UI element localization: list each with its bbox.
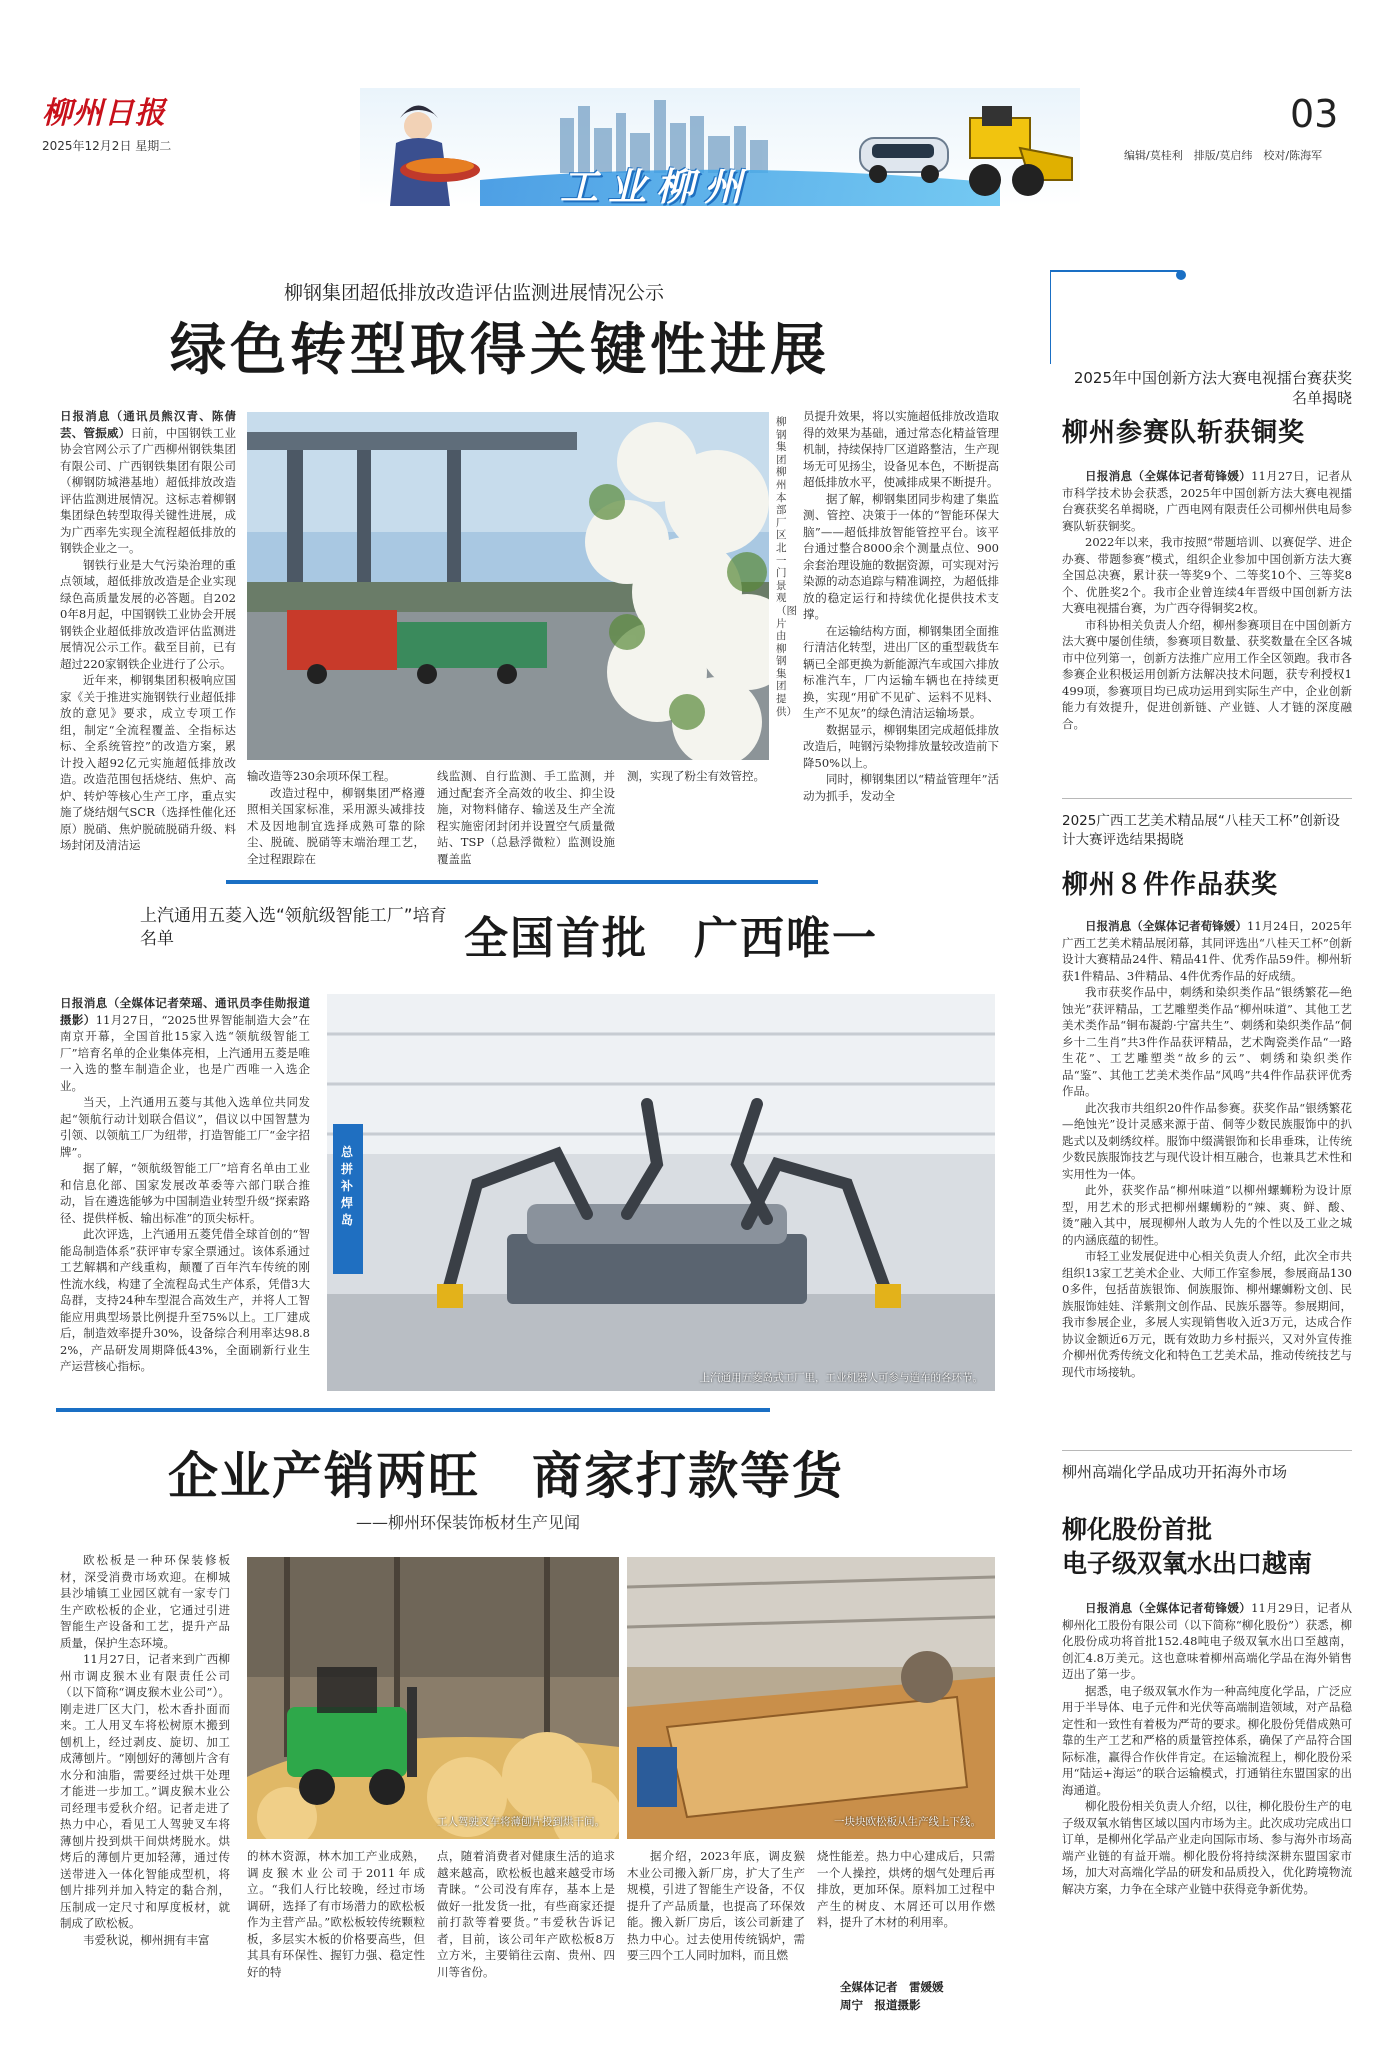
byline: 日报消息（全媒体记者荀锋媛） — [1085, 1601, 1252, 1615]
section-banner-title: 工业柳州 — [560, 165, 753, 206]
sidebar-accent-line — [1050, 272, 1051, 364]
sidebar-body: 日报消息（全媒体记者荀锋媛）11月24日，2025年广西工艺美术精品展闭幕，其同评选出“八桂天工杯”创新设计大赛精品24件、精品41件、优秀作品59件。柳州斩获1件精品、3件精品、4件优秀作品的好成绩。 我市获奖作品中，刺绣和染织类作品“银绣繁花—绝蚀光”获评精品，工艺雕塑类作品“柳州味道”、其他工艺美术类作品“铜布凝韵·宁富共生”、刺绣和染织类作品“侗乡十二生肖”共3件作品获评精品，艺术陶瓷类作品“一路生花”、工艺雕塑类“故乡的云”、刺绣和染织类作品“鉴”、其他工艺美术类作品“风鸣”共4件作品获评优秀作品。 此次我市共组织20件作品参赛。获奖作品“银绣繁花—绝蚀光”设计灵感来源于苗、侗等少数民族服饰中的扒匙式以及刺绣纹样。服饰中缀满银饰和长串垂珠，让传统少数民族服饰技艺与现代设计相互融合，也兼具艺术性和实用性为一体。 此外，获奖作品“柳州味道”以柳州螺蛳粉为设计原型，用艺术的形式把柳州螺蛳粉的“辣、爽、鲜、酸、烫”融入其中，展现柳州人敢为人先的个性以及工业之城的内涵底蕴的韧性。 市轻工业发展促进中心相关负责人介绍，此次全市共组织13家工艺美术企业、大师工作室参展，参展商品1300多件，包括苗族银饰、侗族服饰、柳州螺蛳粉文创、民族服饰娃娃、洋紫荆文创作品、民族乐器等。参展期间，我市参展企业，多展人实现销售收入近3万元，达成合作协议金额近6万元，既有效助力乡村振兴，又对外宣传推介柳州优秀传统文化和特色工艺美术品，推动传统技艺与现代市场接轨。 — [1062, 919, 1352, 1379]
photo-forklift — [247, 1557, 619, 1839]
sidebar-kicker: 柳州高端化学品成功开拓海外市场 — [1062, 1463, 1288, 1481]
sidebar-body: 日报消息（全媒体记者荀锋媛）11月29日，记者从柳州化工股份有限公司（以下简称“柳化股份”）获悉，柳化股份成功将首批152.48吨电子级双氧水出口至越南，创汇4.8万美元。这也意味着柳州高端化学品在海外销售迈出了第一步。 据悉，电子级双氧水作为一种高纯度化学品，广泛应用于半导体、电子元件和光伏等高端制造领域，对产品稳定性和一致性有着极为严苛的要求。柳化股份凭借成熟可靠的生产工艺和严格的质量管控体系，确保了产品符合国际标准，赢得合作伙伴肯定。在运输流程上，柳化股份采用“陆运+海运”的联合运输模式，打通销往东盟国家的出海通道。 柳化股份相关负责人介绍，以往，柳化股份生产的电子级双氧水销售区域以国内市场为主。此次成功完成出口订单，是柳州化学品产业走向国际市场、参与海外市场高端产业链的有益开端。柳化股份将持续深耕东盟国家市场，加大对高端化学品的研发和品质投入，优化跨境物流解决方案，力争在全球产业链中获得竞争新优势。 — [1062, 1601, 1352, 1896]
article-body-col5: 员提升效果，将以实施超低排放改造取得的效果为基础，通过常态化精益管理机制，持续保持厂区道路整洁，生产现场无可见扬尘，设备见本色，不断提高超低排放水平，使减排成果不断提升。 据了解，柳钢集团同步构建了集监测、管控、决策于一体的“智能环保大脑”——超低排放智能管控平台。该平台通过整合8000余个测量点位、900余套治理设施的数据资源，可实现对污染源的动态追踪与精准调控，为超低排放的稳定运行和持续优化提供技术支撑。 在运输结构方面，柳钢集团全面推行清洁化转型，进出厂区的重型载货车辆已全部更换为新能源汽车或国六排放标准汽车，厂内运输车辆也在持续更换，实现“用矿不见矿、运料不见料、生产不见灰”的绿色清洁运输场景。 数据显示，柳钢集团完成超低排放改造后，吨钢污染物排放量较改造前下降50%以上。 同时，柳钢集团以“精益管理年”活动为抓手，发动全 — [803, 409, 999, 803]
factory-robots-photo — [327, 994, 995, 1391]
article-body-col2: 输改造等230余项环保工程。 改造过程中，柳钢集团严格遵照相关国家标准，采用源头减排技术及因地制宜选择成熟可靠的除尘、脱硫、脱硝等末端治理工艺，全过程跟踪在 — [247, 769, 425, 866]
photo-caption: 工人驾驶叉车将薄刨片投到烘干间。 — [437, 1816, 605, 1828]
byline: 日报消息（全媒体记者荣瑶、通讯员李佳勋报道摄影） — [60, 996, 310, 1027]
sidebar-headline: 柳化股份首批 — [1062, 1515, 1213, 1544]
sidebar-divider — [1062, 1450, 1352, 1451]
section-divider — [226, 880, 818, 884]
page-number: 03 — [1290, 92, 1339, 136]
article-body-col1: 日报消息（全媒体记者荣瑶、通讯员李佳勋报道摄影）11月27日，“2025世界智能制造大会”在南京开幕，全国首批15家入选“领航级智能工厂”培育名单的企业集体亮相，上汽通用五菱是唯一入选的整车制造企业，也是广西唯一入选企业。 当天，上汽通用五菱与其他入选单位共同发起“领航行动计划联合倡议”，倡议以中国智慧为引领、以领航工厂为纽带，打造智能工厂“金字招牌”。 据了解，“领航级智能工厂”培育名单由工业和信息化部、国家发展改革委等六部门联合推动，旨在遴选能够为中国制造业转型升级“探索路径、提供样板、输出标准”的顶尖标杆。 此次评选，上汽通用五菱凭借全球首创的“智能岛制造体系”获评审专家全票通过。该体系通过工艺解耦和产线重构，颠覆了百年汽车传统的刚性流水线，构建了全流程岛式生产体系，凭借3大岛群，支持24种车型混合高效生产，并将人工智能应用典型场景比例提升至75%以上。工厂建成后，制造效率提升30%，设备综合利用率达98.82%，产品研发周期降低43%，全面刷新行业生产运营核心指标。 — [60, 996, 310, 1373]
article-body-col4: 据介绍，2023年底，调皮猴木业公司搬入新厂房，扩大了生产规模，引进了智能生产设备，不仅提升了产品质量，也提高了环保效能。搬入新厂房后，该公司新建了热力中心。过去使用传统锅炉，需要三四个工人同时加料，而且燃 — [627, 1849, 805, 1962]
article-headline: 绿色转型取得关键性进展 — [170, 318, 830, 383]
sidebar-kicker: 2025年中国创新方法大赛电视擂台赛获奖名单揭晓 — [1073, 369, 1352, 407]
steel-plant-photo — [247, 412, 769, 760]
article-byline: 全媒体记者 雷媛媛 周宁 报道摄影 — [840, 1980, 944, 2012]
article-subhead: ——柳州环保装饰板材生产见闻 — [356, 1513, 581, 1532]
section-banner — [360, 88, 1080, 206]
forklift-photo — [247, 1557, 619, 1839]
issue-date: 2025年12月2日 星期二 — [42, 139, 172, 153]
photo-caption-vertical: 柳钢集团柳州本部厂区北一门景观（图片由柳钢集团提供） — [776, 416, 797, 718]
sidebar-kicker: 2025广西工艺美术精品展“八桂天工杯”创新设计大赛评选结果揭晓 — [1062, 813, 1340, 848]
photo-production-line — [627, 1557, 995, 1839]
photo-smart-factory — [327, 994, 995, 1391]
masthead — [0, 0, 1399, 205]
sidebar-headline: 电子级双氧水出口越南 — [1062, 1549, 1313, 1578]
osb-line-photo — [627, 1557, 995, 1839]
section-divider — [56, 1408, 770, 1412]
article-body-col2: 的林木资源，林木加工产业成熟，调皮猴木业公司于2011年成立。“我们人行比较晚，经过市场调研，选择了有市场潜力的欧松板作为主营产品。”欧松板较传统颗粒板，多层实木板的价格要高些，但其具有环保性、握钉力强、稳定性好的特 — [247, 1849, 425, 1979]
sidebar-headline: 柳州参赛队斩获铜奖 — [1062, 418, 1306, 448]
article-body-col4: 测，实现了粉尘有效管控。 — [627, 769, 765, 783]
article-body-col1: 日报消息（通讯员熊汉青、陈倩芸、管振威）日前，中国钢铁工业协会官网公示了广西柳州钢铁集团有限公司、广西钢铁集团有限公司（柳钢防城港基地）超低排放改造评估监测进展情况。这标志着柳钢集团绿色转型取得关键性进展，成为广西率先实现全流程超低排放的钢铁企业之一。 钢铁行业是大气污染治理的重点领域，超低排放改造是企业实现绿色高质量发展的必答题。自2020年8月起，中国钢铁工业协会开展钢铁企业超低排放改造评估监测进展情况公示工作。截至目前，已有超过220家钢铁企业进行了公示。 近年来，柳钢集团积极响应国家《关于推进实施钢铁行业超低排放的意见》要求，成立专项工作组，制定“全流程覆盖、全指标达标、全系统管控”的改造方案，累计投入超92亿元实施超低排放改造。改造范围包括烧结、焦炉、高炉、转炉等核心生产工序，重点实施了烧结烟气SCR（选择性催化还原）脱硝、焦炉脱硫脱硝升级、料场封闭及清洁运 — [60, 409, 236, 852]
article-body-col3: 线监测、自行监测、手工监测，并通过配套齐全高效的收尘、抑尘设施，对物料储存、输送及生产全流程实施密闭封闭并设置空气质量微站、TSP（总悬浮微粒）监测设施覆盖监 — [437, 769, 615, 866]
newspaper-logo: 柳州日报 — [42, 96, 166, 131]
photo-steel-plant-gate — [247, 412, 769, 760]
sidebar-accent-bar — [1050, 270, 1180, 272]
byline: 日报消息（通讯员熊汉青、陈倩芸、管振威） — [60, 409, 236, 440]
byline: 日报消息（全媒体记者荀锋媛） — [1085, 469, 1252, 483]
article-headline: 企业产销两旺 商家打款等货 — [168, 1447, 844, 1505]
article-body-col5: 烧性能差。热力中心建成后，只需一个人操控，烘烤的烟气处理后再排放，更加环保。原料加工过程中产生的树皮、木屑还可以用作燃料，提升了木材的利用率。 — [817, 1849, 995, 1929]
sidebar-headline: 柳州８件作品获奖 — [1062, 870, 1279, 900]
photo-caption: 上汽通用五菱岛式工厂里，工业机器人可参与造车的各环节。 — [699, 1372, 983, 1384]
sidebar-body: 日报消息（全媒体记者荀锋媛）11月27日，记者从市科学技术协会获悉，2025年中国创新方法大赛电视擂台赛获奖名单揭晓，广西电网有限责任公司柳州供电局参赛队斩获铜奖。 2022年以来，我市按照“带题培训、以赛促学、进企办赛、带题参赛”模式，组织企业参加中国创新方法大赛全国总决赛，累计获一等奖9个、二等奖10个、三等奖8个、优胜奖2个。我市企业曾连续4年晋级中国创新方法大赛电视擂台赛，为广西夺得铜奖2枚。 市科协相关负责人介绍，柳州参赛项目在中国创新方法大赛中屡创佳绩，参赛项目数量、获奖数量在全区各城市中位列第一，创新方法推广应用工作全区领跑。我市各参赛企业积极运用创新方法解决技术问题，获专利授权1499项，参赛项目均已成功运用到实际生产中，企业创新能力有效提升，促进创新链、产业链、人才链的深度融合。 — [1062, 469, 1352, 731]
sidebar-divider — [1062, 798, 1352, 799]
article-body-col1: 欧松板是一种环保装修板材，深受消费市场欢迎。在柳城县沙埔镇工业园区就有一家专门生产欧松板的企业，它通过引进智能生产设备和工艺，提升产品质量，保护生态环境。 11月27日，记者来到广西柳州市调皮猴木业有限责任公司（以下简称“调皮猴木业公司”）。刚走进厂区大门，松木香扑面而来。工人用叉车将松树原木搬到刨机上，经过剥皮、旋切、加工成薄刨片。“刚刨好的薄刨片含有水分和油脂，需要经过烘干处理才能进一步加工。”调皮猴木业公司经理韦爱秋介绍。记者走进了热力中心，看见工人驾驶叉车将薄刨片投到烘干间烘烤脱水。烘烤后的薄刨片更加轻薄，通过传送带进入一体化智能成型机，将刨片排列并加入特定的黏合剂，压制成一定尺寸和厚度板材，就制成了欧松板。 韦爱秋说，柳州拥有丰富 — [60, 1553, 230, 1947]
article-kicker: 柳钢集团超低排放改造评估监测进展情况公示 — [284, 282, 665, 304]
byline: 日报消息（全媒体记者荀锋媛） — [1085, 919, 1248, 933]
article-headline: 全国首批 广西唯一 — [464, 913, 878, 964]
article-kicker: 上汽通用五菱入选“领航级智能工厂”培育名单 — [140, 906, 447, 949]
article-body-col3: 点，随着消费者对健康生活的追求越来越高，欧松板也越来越受市场青睐。“公司没有库存，基本上是做好一批发货一批，有些商家还提前打款等着要货。”韦爱秋告诉记者，目前，该公司年产欧松板8万立方米，主要销往云南、贵州、四川等省份。 — [437, 1849, 615, 1979]
page-credits: 编辑/莫桂利 排版/莫启纬 校对/陈海军 — [1124, 149, 1323, 162]
factory-signage: 总拼补焊岛 — [341, 1145, 354, 1227]
photo-caption: 一块块欧松板从生产线上下线。 — [834, 1816, 981, 1828]
